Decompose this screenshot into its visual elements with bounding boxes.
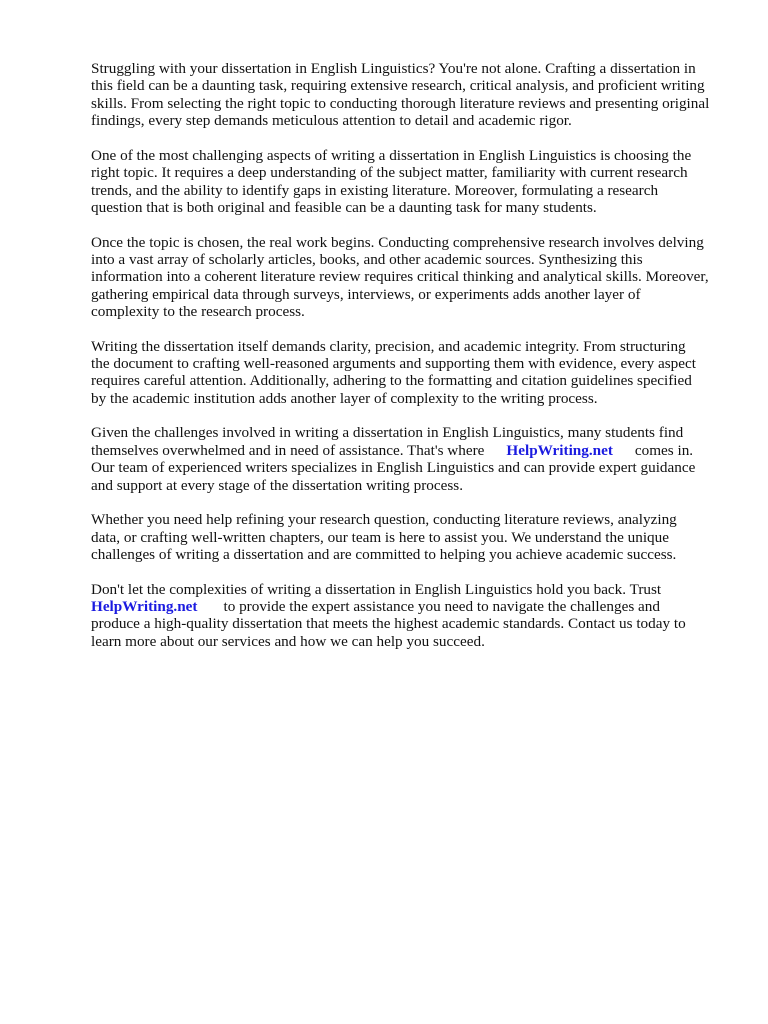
text-line: Once the topic is chosen, the real work begins. Conducting comprehensive research involves delving [91, 233, 704, 251]
text-segment: to provide the expert assistance you need to navigate the challenges and [223, 597, 660, 615]
text-line: right topic. It requires a deep understanding of the subject matter, familiarity with current research [91, 164, 688, 182]
text-line: Don't let the complexities of writing a dissertation in English Linguistics hold you back. Trust [91, 580, 662, 598]
text-line: produce a high-quality dissertation that meets the highest academic standards. Contact us today to [91, 615, 686, 633]
text-line: question that is both original and feasible can be a daunting task for many students. [91, 198, 597, 216]
document-body [91, 60, 741, 667]
text-line: by the academic institution adds another layer of complexity to the writing process. [91, 389, 598, 407]
text-line: gathering empirical data through surveys, interviews, or experiments adds another layer of [91, 285, 641, 303]
text-line: the document to crafting well-reasoned arguments and supporting them with evidence, every aspect [91, 355, 696, 373]
text-line: Struggling with your dissertation in English Linguistics? You're not alone. Crafting a dissertation in [91, 60, 696, 77]
text-line: complexity to the research process. [91, 303, 305, 321]
text-segment: themselves overwhelmed and in need of assistance. That's where [91, 441, 485, 459]
text-line: Given the challenges involved in writing a dissertation in English Linguistics, many students find [91, 424, 684, 442]
text-line-with-link [91, 598, 741, 615]
paragraph-6 [91, 511, 741, 563]
helpwriting-link[interactable]: HelpWriting.net [506, 441, 613, 459]
paragraph-4 [91, 338, 741, 408]
text-line: information into a coherent literature review requires critical thinking and analytical skills. Moreover, [91, 268, 709, 286]
text-line: into a vast array of scholarly articles, books, and other academic sources. Synthesizing this [91, 250, 643, 268]
text-line: findings, every step demands meticulous attention to detail and academic rigor. [91, 112, 572, 130]
text-line: challenges of writing a dissertation and are committed to helping you achieve academic success. [91, 545, 677, 563]
text-segment: comes in. [634, 441, 694, 459]
text-line-with-link [91, 442, 741, 459]
text-line: data, or crafting well-written chapters, our team is here to assist you. We understand the unique [91, 528, 669, 546]
paragraph-5 [91, 424, 741, 494]
text-line: and support at every stage of the dissertation writing process. [91, 476, 463, 494]
text-line: Writing the dissertation itself demands clarity, precision, and academic integrity. From structuring [91, 337, 686, 355]
text-line: One of the most challenging aspects of writing a dissertation in English Linguistics is choosing the [91, 146, 692, 164]
paragraph-1 [91, 60, 741, 130]
text-line: requires careful attention. Additionally, adhering to the formatting and citation guidelines specified [91, 372, 692, 390]
paragraph-3 [91, 234, 741, 321]
text-line: Whether you need help refining your research question, conducting literature reviews, analyzing [91, 511, 677, 529]
text-line: skills. From selecting the right topic to conducting thorough literature reviews and presenting original [91, 94, 710, 112]
text-line: Our team of experienced writers specializes in English Linguistics and can provide expert guidance [91, 459, 696, 477]
paragraph-7 [91, 581, 741, 651]
helpwriting-link[interactable]: HelpWriting.net [91, 597, 198, 615]
text-line: learn more about our services and how we can help you succeed. [91, 632, 485, 650]
paragraph-2 [91, 147, 741, 217]
text-line: trends, and the ability to identify gaps in existing literature. Moreover, formulating a research [91, 181, 659, 199]
text-line: this field can be a daunting task, requiring extensive research, critical analysis, and proficient writing [91, 77, 705, 95]
